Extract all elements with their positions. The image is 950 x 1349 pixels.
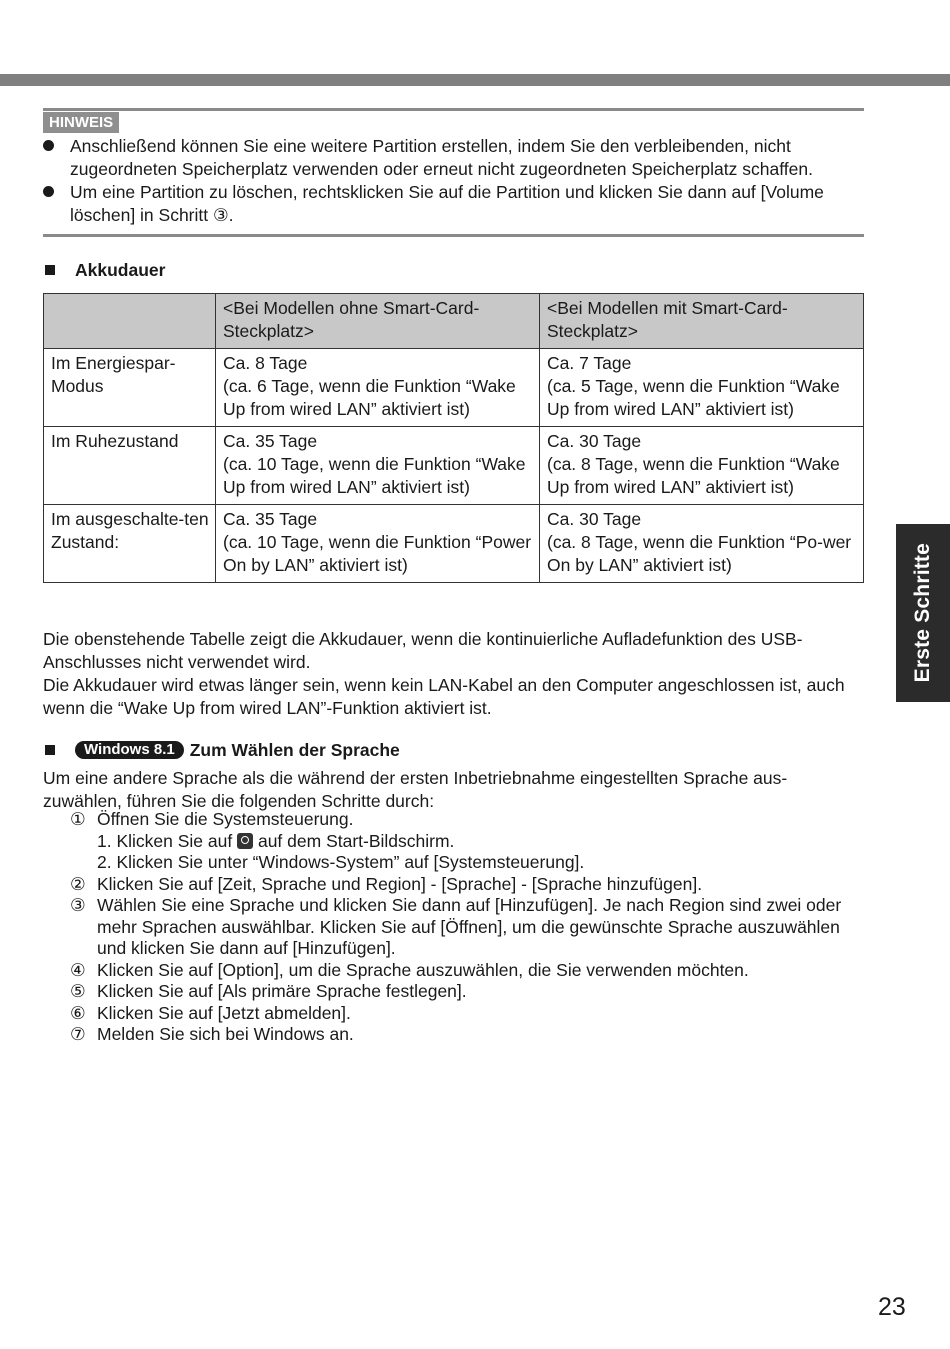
- step-number: ②: [70, 873, 86, 894]
- table-header-row: [44, 294, 864, 349]
- note-box: [43, 108, 864, 237]
- table-cell: Ca. 30 Tage (ca. 8 Tage, wenn die Funktion “Wake Up from wired LAN” aktiviert ist): [540, 427, 864, 505]
- page-number: 23: [878, 1293, 906, 1321]
- language-intro: Um eine andere Sprache als die während der ersten Inbetriebnahme eingestellten Sprache aus-zuwählen, führen Sie die folgenden Schritte durch:: [43, 768, 788, 811]
- table-header-cell: <Bei Modellen ohne Smart-Card-Steckplatz>: [216, 294, 540, 349]
- paragraph: Die obenstehende Tabelle zeigt die Akkudauer, wenn die kontinuierliche Aufladefunktion des USB-Anschlusses nicht verwendet wird.: [43, 629, 803, 672]
- step-number: ①: [70, 809, 86, 829]
- language-steps: [43, 809, 865, 1046]
- chapter-side-tab: Erste Schritte: [896, 524, 950, 702]
- step-number: ③: [70, 895, 86, 915]
- step-item: ④ Klicken Sie auf [Option], um die Sprache auszuwählen, die Sie verwenden möchten.: [70, 959, 749, 980]
- step-item: ⑦ Melden Sie sich bei Windows an.: [70, 1024, 354, 1044]
- bullet-icon: [43, 186, 54, 197]
- table-row: [44, 427, 864, 505]
- step-item: ⑥ Klicken Sie auf [Jetzt abmelden].: [70, 1002, 351, 1023]
- table-cell: Ca. 8 Tage (ca. 6 Tage, wenn die Funktion “Wake Up from wired LAN” aktiviert ist): [216, 349, 540, 427]
- step-item: ③ Wählen Sie eine Sprache und klicken Sie dann auf [Hinzufügen]. Je nach Region sind zwei oder mehr Sprachen auswählbar. Klicken Sie auf [Öffnen], um die gewünschte Sprache auszuwählen und klicken Sie dann auf [Hinzufügen].: [70, 895, 842, 958]
- table-header-cell: [44, 294, 216, 349]
- note-item: Anschließend können Sie eine weitere Partition erstellen, indem Sie den verbleibenden, nicht zugeordneten Speicherplatz verwenden oder erneut nicht zugeordneten Speicherplatz schaffen.: [43, 135, 864, 181]
- section-heading-language: Windows 8.1 Zum Wählen der Sprache: [45, 739, 400, 761]
- step-item: ⑤ Klicken Sie auf [Als primäre Sprache festlegen].: [70, 981, 467, 1001]
- square-bullet-icon: [45, 265, 55, 275]
- section-heading-battery: Akkudauer: [45, 259, 165, 281]
- table-header-cell: <Bei Modellen mit Smart-Card-Steckplatz>: [540, 294, 864, 349]
- square-bullet-icon: [45, 745, 55, 755]
- table-cell: Ca. 35 Tage (ca. 10 Tage, wenn die Funktion “Power On by LAN” aktiviert ist): [216, 505, 540, 583]
- table-cell: Ca. 30 Tage (ca. 8 Tage, wenn die Funktion “Po-wer On by LAN” aktiviert ist): [540, 505, 864, 583]
- step-item: ① Öffnen Sie die Systemsteuerung.: [70, 809, 354, 829]
- note-list: [43, 135, 864, 227]
- step-number: ⑥: [70, 1002, 86, 1023]
- step-number: ⑤: [70, 981, 86, 1001]
- note-label: HINWEIS: [43, 112, 119, 133]
- note-bottom-rule: [43, 234, 864, 237]
- table-cell: Ca. 7 Tage (ca. 5 Tage, wenn die Funktion “Wake Up from wired LAN” aktiviert ist): [540, 349, 864, 427]
- windows-version-badge: Windows 8.1: [75, 741, 184, 759]
- table-row: [44, 349, 864, 427]
- sub-step: 1. Klicken Sie auf auf dem Start-Bildschirm.: [97, 830, 455, 851]
- battery-notes: [43, 628, 865, 720]
- step-number: ⑦: [70, 1024, 86, 1044]
- paragraph: Die Akkudauer wird etwas länger sein, wenn kein LAN-Kabel an den Computer angeschlossen ist, auch wenn die “Wake Up from wired LAN”-Funktion aktiviert ist.: [43, 675, 845, 718]
- table-row: [44, 505, 864, 583]
- header-bar: [0, 74, 950, 86]
- table-row-label: Im Ruhezustand: [44, 427, 216, 505]
- desktop-tile-icon: [237, 833, 253, 849]
- note-item: Um eine Partition zu löschen, rechtsklicken Sie auf die Partition und klicken Sie dann auf [Volume löschen] in Schritt ③.: [43, 181, 864, 227]
- table-row-label: Im ausgeschalte-ten Zustand:: [44, 505, 216, 583]
- table-cell: Ca. 35 Tage (ca. 10 Tage, wenn die Funktion “Wake Up from wired LAN” aktiviert ist): [216, 427, 540, 505]
- bullet-icon: [43, 140, 54, 151]
- battery-table: [43, 293, 864, 583]
- step-item: ② Klicken Sie auf [Zeit, Sprache und Region] - [Sprache] - [Sprache hinzufügen].: [70, 873, 703, 894]
- step-number: ④: [70, 959, 86, 980]
- note-top-rule: [43, 108, 864, 111]
- table-row-label: Im Energiespar-Modus: [44, 349, 216, 427]
- sub-step: 2. Klicken Sie unter “Windows-System” auf [Systemsteuerung].: [97, 852, 585, 872]
